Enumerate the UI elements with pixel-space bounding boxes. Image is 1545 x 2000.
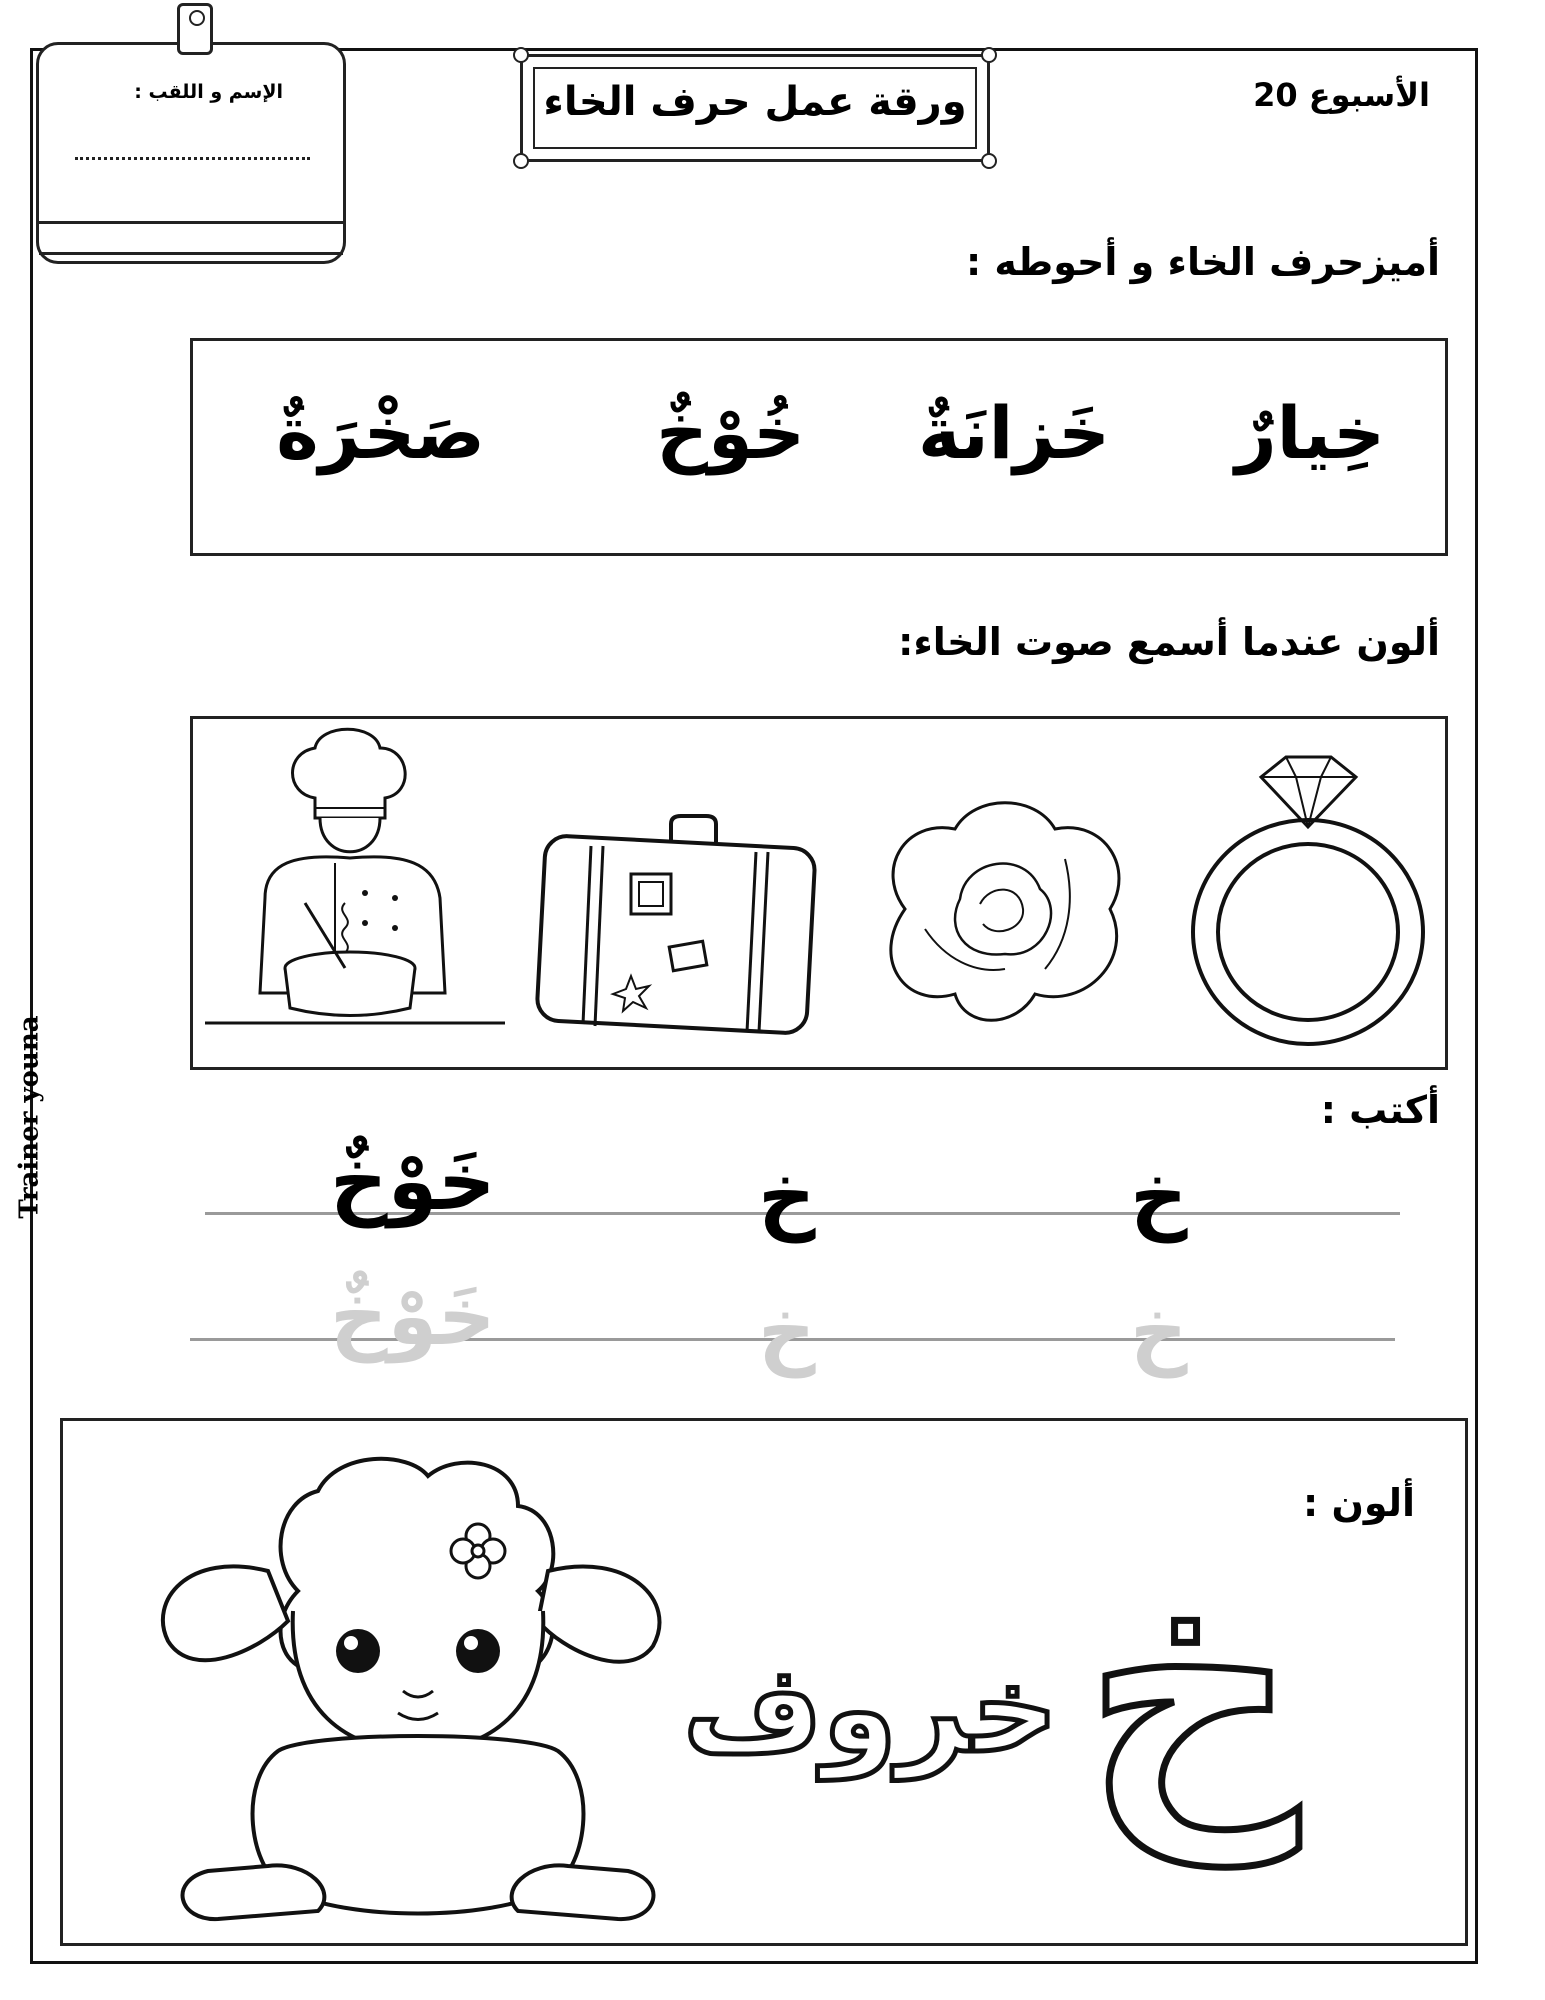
coloring-box bbox=[60, 1418, 1468, 1946]
section3-instruction: أكتب : bbox=[1320, 1088, 1440, 1132]
word-box bbox=[190, 338, 1448, 556]
lettuce-icon[interactable] bbox=[865, 789, 1135, 1029]
banner-corner-icon bbox=[981, 153, 997, 169]
word-sakhra[interactable]: صَخْرَةٌ bbox=[276, 391, 485, 475]
suitcase-icon[interactable] bbox=[531, 814, 821, 1034]
big-letter-outline[interactable]: خ bbox=[1083, 1516, 1300, 1865]
trace-word[interactable]: خَوْخٌ bbox=[330, 1270, 496, 1363]
section2-instruction: ألون عندما أسمع صوت الخاء: bbox=[898, 620, 1440, 664]
banner-corner-icon bbox=[513, 47, 529, 63]
page-title: ورقة عمل حرف الخاء bbox=[543, 79, 967, 125]
model-letter-2: خ bbox=[758, 1150, 816, 1243]
card-stripe bbox=[39, 221, 343, 255]
trace-letter-1[interactable]: خ bbox=[1130, 1285, 1188, 1378]
week-label: الأسبوع 20 bbox=[1253, 76, 1430, 114]
model-word: خَوْخٌ bbox=[330, 1135, 496, 1228]
name-card bbox=[36, 42, 346, 264]
lamb-icon[interactable] bbox=[148, 1451, 688, 1931]
section4-instruction: ألون : bbox=[1303, 1481, 1415, 1525]
ring-icon[interactable] bbox=[1181, 747, 1431, 1047]
word-kharouf-outline[interactable]: خروف bbox=[683, 1641, 1059, 1780]
word-khiyar[interactable]: خِيارٌ bbox=[1235, 391, 1385, 475]
model-letter-1: خ bbox=[1130, 1150, 1188, 1243]
word-khawkh[interactable]: خُوْخٌ bbox=[656, 391, 805, 475]
picture-box bbox=[190, 716, 1448, 1070]
banner-corner-icon bbox=[513, 153, 529, 169]
clipboard-clip-icon bbox=[177, 3, 213, 55]
chef-icon[interactable] bbox=[205, 723, 505, 1033]
section1-instruction: أميزحرف الخاء و أحوطه : bbox=[965, 240, 1440, 284]
banner-corner-icon bbox=[981, 47, 997, 63]
trace-letter-2[interactable]: خ bbox=[758, 1285, 816, 1378]
word-khazana[interactable]: خَزانَةٌ bbox=[917, 391, 1110, 475]
name-label: الإسم و اللقب : bbox=[134, 81, 283, 103]
watermark: Trainer youna bbox=[14, 1015, 45, 1219]
name-input-line[interactable] bbox=[75, 157, 310, 160]
title-banner bbox=[520, 54, 990, 162]
